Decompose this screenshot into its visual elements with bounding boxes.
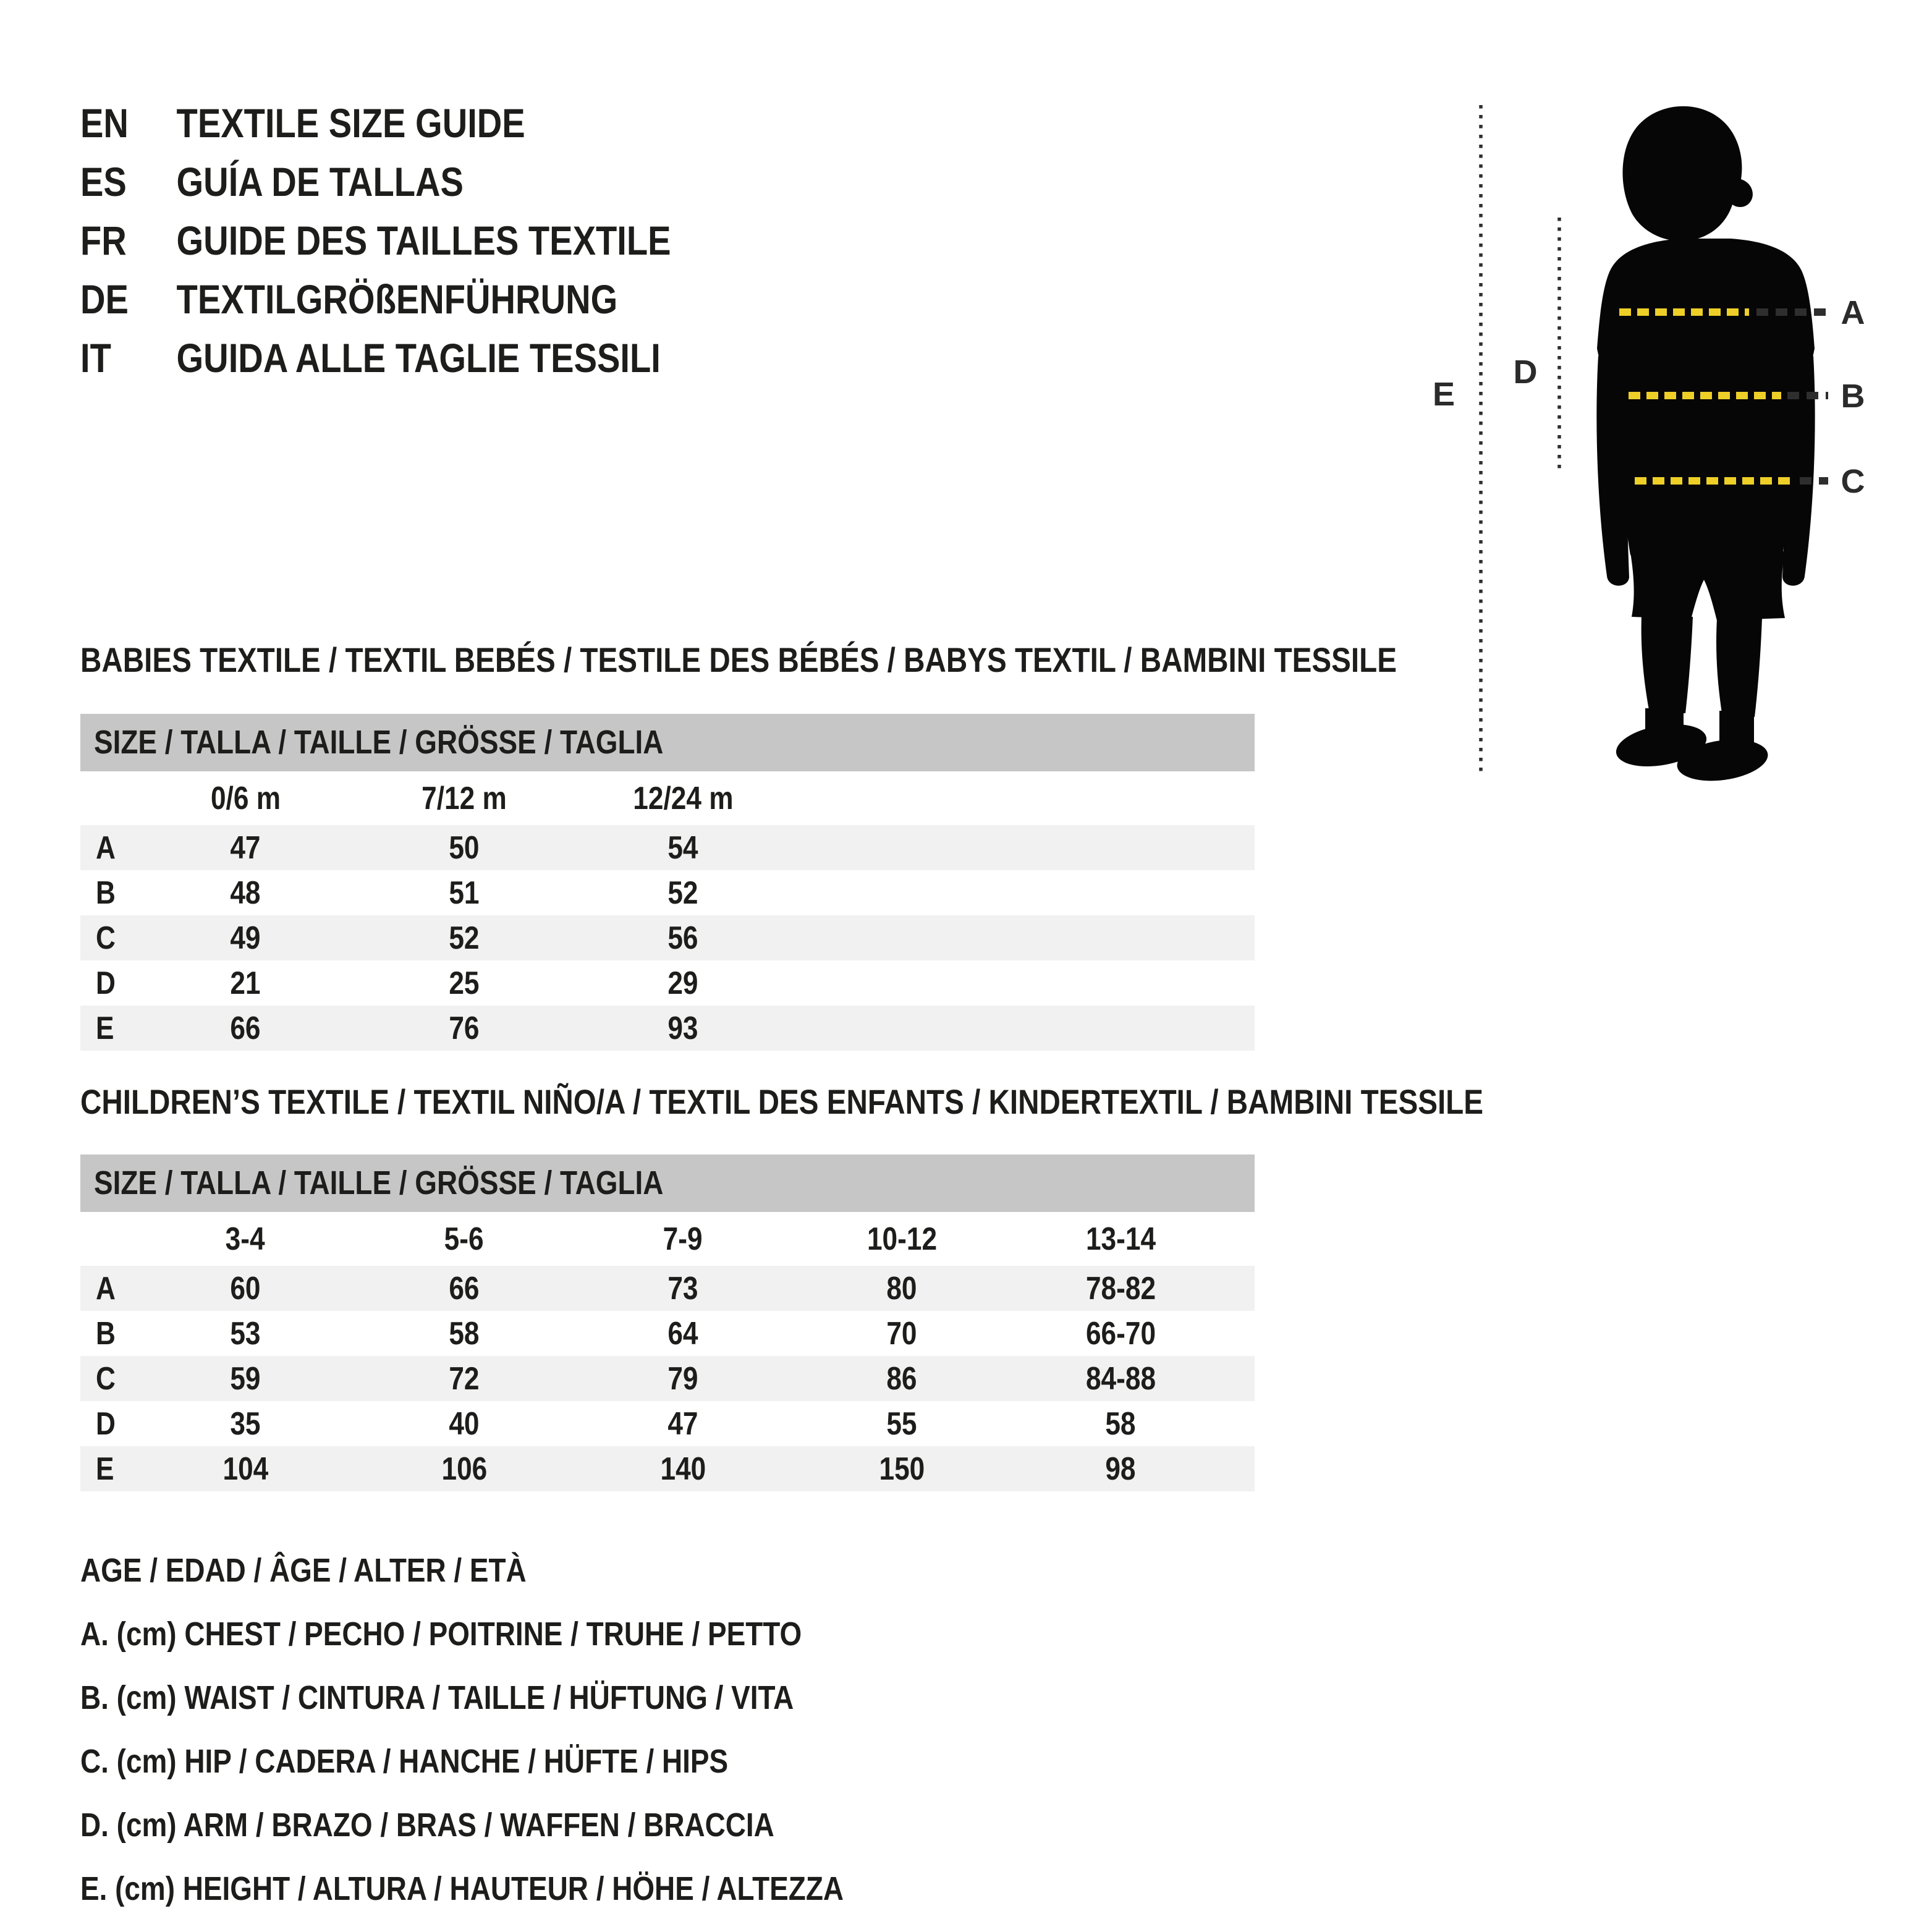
babies-heading-text: BABIES TEXTILE / TEXTIL BEBÉS / TESTILE DES BÉBÉS / BABYS TEXTIL / BAMBINI TESSILE: [80, 640, 1397, 679]
row-label: [80, 1405, 136, 1443]
row-label-text: D: [96, 965, 116, 1001]
cell-value-text: 21: [230, 965, 261, 1001]
cell-value-text: 56: [667, 920, 698, 956]
cell-value: [574, 1405, 792, 1443]
cell-value-text: 93: [667, 1010, 698, 1046]
language-row-text: [80, 211, 671, 270]
subheader-empty-cell: [80, 1221, 136, 1258]
cell-value: [792, 1451, 1011, 1488]
cell-value-text: 73: [667, 1270, 698, 1307]
cell-value-text: 80: [886, 1270, 917, 1307]
cell-value-text: 84-88: [1085, 1360, 1156, 1397]
row-label: [80, 1315, 136, 1352]
cell-value: [136, 1315, 355, 1352]
row-label: [80, 1270, 136, 1307]
column-header: [355, 1221, 574, 1258]
row-label: [80, 1360, 136, 1397]
measure-label-c: C: [1841, 463, 1865, 500]
language-row-text: [80, 94, 525, 153]
table-row: [80, 1266, 1255, 1311]
row-label: [80, 1010, 136, 1047]
cell-value-text: 150: [879, 1451, 925, 1487]
cell-value: [792, 1315, 1011, 1352]
legend-line-text: B. (cm) WAIST / CINTURA / TAILLE / HÜFTUNG / VITA: [80, 1679, 794, 1716]
legend-line-text: C. (cm) HIP / CADERA / HANCHE / HÜFTE / HIPS: [80, 1743, 729, 1780]
language-row: [80, 270, 775, 329]
measurement-legend: [80, 1539, 978, 1921]
row-label: [80, 920, 136, 957]
cell-value: [792, 1270, 1011, 1307]
cell-value-text: 50: [449, 829, 480, 866]
subheader-empty-cell: [80, 780, 136, 817]
cell-value: [136, 829, 355, 866]
cell-value: [1011, 1315, 1230, 1352]
cell-value: [574, 920, 792, 957]
language-title: GUIDE DES TAILLES TEXTILE: [176, 218, 671, 263]
column-header: [574, 780, 792, 817]
language-list: [80, 94, 775, 388]
column-header-text: 12/24 m: [632, 780, 734, 816]
cell-value: [574, 965, 792, 1002]
legend-line: [80, 1730, 978, 1794]
cell-value-text: 29: [667, 965, 698, 1001]
row-label-text: A: [96, 829, 116, 866]
cell-value: [574, 1270, 792, 1307]
cell-value: [1011, 1270, 1230, 1307]
column-header: [792, 1221, 1011, 1258]
child-silhouette: [1596, 106, 1815, 786]
row-label-text: B: [96, 875, 116, 911]
cell-value: [792, 1405, 1011, 1443]
cell-value-text: 25: [449, 965, 480, 1001]
measure-label-e: E: [1432, 376, 1455, 413]
cell-value-text: 86: [886, 1360, 917, 1397]
children-heading-text: CHILDREN’S TEXTILE / TEXTIL NIÑO/A / TEXTIL DES ENFANTS / KINDERTEXTIL / BAMBINI TESSILE: [80, 1082, 1484, 1121]
legend-line-text: A. (cm) CHEST / PECHO / POITRINE / TRUHE / PETTO: [80, 1616, 802, 1653]
column-header: [355, 780, 574, 817]
row-label-text: A: [96, 1270, 116, 1307]
table-row: [80, 915, 1255, 960]
cell-value-text: 53: [230, 1315, 261, 1352]
column-header: [1011, 1221, 1230, 1258]
language-code: ES: [80, 159, 127, 205]
cell-value-text: 52: [449, 920, 480, 956]
column-header-text: 13-14: [1085, 1221, 1156, 1257]
cell-value-text: 52: [667, 875, 698, 911]
cell-value-text: 79: [667, 1360, 698, 1397]
cell-value-text: 76: [449, 1010, 480, 1046]
cell-value-text: 47: [230, 829, 261, 866]
legend-line-text: AGE / EDAD / ÂGE / ALTER / ETÀ: [80, 1552, 527, 1589]
cell-value-text: 78-82: [1085, 1270, 1156, 1307]
language-row: [80, 153, 775, 211]
cell-value: [574, 1451, 792, 1488]
babies-section-heading: [80, 640, 1629, 679]
cell-value-text: 49: [230, 920, 261, 956]
legend-line: [80, 1794, 978, 1857]
cell-value-text: 66: [230, 1010, 261, 1046]
cell-value: [355, 920, 574, 957]
cell-value-text: 106: [441, 1451, 487, 1487]
row-label: [80, 965, 136, 1002]
row-label-text: E: [96, 1010, 114, 1046]
cell-value-text: 140: [660, 1451, 706, 1487]
language-row-text: [80, 153, 464, 211]
cell-value: [136, 920, 355, 957]
table-subheader-row: [80, 771, 1255, 825]
children-size-table: [80, 1155, 1255, 1491]
children-section-heading: [80, 1082, 1731, 1121]
cell-value: [1011, 1360, 1230, 1397]
table-row: [80, 1401, 1255, 1446]
language-code: DE: [80, 276, 129, 322]
cell-value: [355, 1270, 574, 1307]
cell-value-text: 54: [667, 829, 698, 866]
cell-value: [136, 1270, 355, 1307]
measurement-figure: [1415, 87, 1904, 803]
cell-value: [355, 1315, 574, 1352]
language-row: [80, 211, 775, 270]
cell-value: [136, 1451, 355, 1488]
cell-value-text: 98: [1105, 1451, 1136, 1487]
cell-value: [574, 1315, 792, 1352]
cell-value: [1011, 1451, 1230, 1488]
column-header-text: 10-12: [866, 1221, 937, 1257]
language-code: FR: [80, 218, 127, 263]
cell-value: [136, 875, 355, 912]
cell-value-text: 72: [449, 1360, 480, 1397]
legend-line: [80, 1539, 978, 1603]
table-row: [80, 870, 1255, 915]
row-label-text: E: [96, 1451, 114, 1487]
legend-line-text: D. (cm) ARM / BRAZO / BRAS / WAFFEN / BRACCIA: [80, 1807, 774, 1844]
table-row: [80, 1311, 1255, 1356]
cell-value-text: 66-70: [1085, 1315, 1156, 1352]
row-label: [80, 875, 136, 912]
cell-value-text: 51: [449, 875, 480, 911]
language-row: [80, 329, 775, 388]
cell-value: [574, 875, 792, 912]
cell-value-text: 104: [222, 1451, 268, 1487]
cell-value: [355, 829, 574, 866]
cell-value-text: 70: [886, 1315, 917, 1352]
cell-value: [355, 1451, 574, 1488]
row-label-text: B: [96, 1315, 116, 1352]
measure-label-a: A: [1841, 294, 1865, 331]
cell-value: [574, 1010, 792, 1047]
cell-value-text: 40: [449, 1405, 480, 1442]
legend-line: [80, 1603, 978, 1666]
cell-value: [136, 1360, 355, 1397]
cell-value-text: 55: [886, 1405, 917, 1442]
language-row-text: [80, 270, 617, 329]
language-title: TEXTILGRÖßENFÜHRUNG: [176, 276, 618, 322]
cell-value: [355, 875, 574, 912]
language-row: [80, 94, 775, 153]
column-header: [136, 780, 355, 817]
size-header-text: SIZE / TALLA / TAILLE / GRÖSSE / TAGLIA: [94, 1164, 664, 1201]
cell-value: [355, 1405, 574, 1443]
column-header-text: 0/6 m: [210, 780, 281, 816]
legend-line: [80, 1666, 978, 1730]
column-header-text: 3-4: [226, 1221, 265, 1257]
cell-value-text: 48: [230, 875, 261, 911]
cell-value: [355, 1360, 574, 1397]
cell-value-text: 64: [667, 1315, 698, 1352]
child-silhouette-diagram: [1415, 87, 1904, 803]
column-header: [574, 1221, 792, 1258]
cell-value: [136, 1010, 355, 1047]
legend-line: [80, 1857, 978, 1921]
measure-label-b: B: [1841, 378, 1865, 415]
cell-value-text: 60: [230, 1270, 261, 1307]
column-header: [136, 1221, 355, 1258]
size-header-bar: [80, 1155, 1255, 1212]
cell-value: [1011, 1405, 1230, 1443]
column-header-text: 5-6: [444, 1221, 484, 1257]
size-header-text: SIZE / TALLA / TAILLE / GRÖSSE / TAGLIA: [94, 724, 664, 761]
row-label-text: D: [96, 1405, 116, 1442]
language-row-text: [80, 329, 661, 388]
cell-value: [792, 1360, 1011, 1397]
cell-value-text: 58: [1105, 1405, 1136, 1442]
table-row: [80, 960, 1255, 1006]
cell-value: [355, 1010, 574, 1047]
cell-value-text: 58: [449, 1315, 480, 1352]
column-header-text: 7/12 m: [422, 780, 507, 816]
language-title: GUIDA ALLE TAGLIE TESSILI: [176, 335, 661, 381]
column-header-text: 7-9: [663, 1221, 703, 1257]
row-label-text: C: [96, 1360, 116, 1397]
language-title: TEXTILE SIZE GUIDE: [176, 100, 525, 146]
table-subheader-row: [80, 1212, 1255, 1266]
cell-value: [574, 829, 792, 866]
language-title: GUÍA DE TALLAS: [176, 159, 464, 205]
table-row: [80, 1006, 1255, 1051]
table-row: [80, 1356, 1255, 1401]
babies-size-table: [80, 714, 1255, 1051]
table-row: [80, 1446, 1255, 1491]
cell-value: [136, 1405, 355, 1443]
row-label: [80, 829, 136, 866]
cell-value: [136, 965, 355, 1002]
size-header-bar: [80, 714, 1255, 771]
cell-value-text: 47: [667, 1405, 698, 1442]
cell-value-text: 66: [449, 1270, 480, 1307]
table-row: [80, 825, 1255, 870]
row-label: [80, 1451, 136, 1488]
language-code: IT: [80, 335, 111, 381]
cell-value-text: 59: [230, 1360, 261, 1397]
legend-line-text: E. (cm) HEIGHT / ALTURA / HAUTEUR / HÖHE / ALTEZZA: [80, 1870, 844, 1907]
row-label-text: C: [96, 920, 116, 956]
cell-value-text: 35: [230, 1405, 261, 1442]
cell-value: [574, 1360, 792, 1397]
cell-value: [355, 965, 574, 1002]
measure-label-d: D: [1513, 354, 1538, 391]
language-code: EN: [80, 100, 129, 146]
